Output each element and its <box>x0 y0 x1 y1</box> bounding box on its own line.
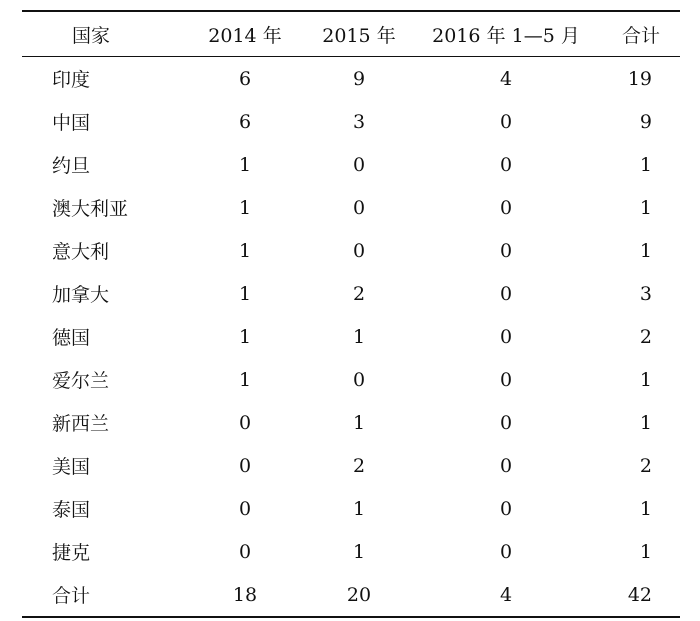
cell-2016: 4 <box>499 67 513 90</box>
cell-2016: 0 <box>499 454 513 477</box>
cell-2015: 1 <box>352 411 366 434</box>
table-row <box>22 530 680 573</box>
cell-total: 1 <box>639 368 652 391</box>
cell-2016: 0 <box>499 282 513 305</box>
cell-total: 1 <box>639 153 652 176</box>
cell-2014: 0 <box>238 454 252 477</box>
cell-2016: 0 <box>499 411 513 434</box>
cell-country: 爱尔兰 <box>52 370 110 392</box>
cell-2015: 1 <box>352 325 366 348</box>
cell-total: 2 <box>639 454 652 477</box>
table-row <box>22 100 680 143</box>
cell-country: 合计 <box>52 585 91 607</box>
cell-total: 1 <box>639 239 652 262</box>
table-row <box>22 272 680 315</box>
cell-total: 3 <box>639 282 652 305</box>
cell-2016: 0 <box>499 325 513 348</box>
cell-country: 约旦 <box>52 155 91 177</box>
total-row <box>22 573 680 617</box>
table-row <box>22 401 680 444</box>
data-table-container <box>22 10 680 618</box>
cell-2014: 1 <box>238 196 252 219</box>
cell-2016: 0 <box>499 110 513 133</box>
table-row <box>22 57 680 101</box>
cell-2014: 0 <box>238 411 252 434</box>
cell-2014: 6 <box>238 110 252 133</box>
cell-2015: 2 <box>352 454 366 477</box>
cell-country: 捷克 <box>52 542 91 564</box>
cell-country: 泰国 <box>52 499 91 521</box>
cell-total: 1 <box>639 540 652 563</box>
table-row <box>22 444 680 487</box>
cell-2016: 0 <box>499 497 513 520</box>
cell-country: 美国 <box>52 456 91 478</box>
cell-2014: 1 <box>238 239 252 262</box>
cell-2014: 1 <box>238 325 252 348</box>
table-row <box>22 229 680 272</box>
cell-2014: 6 <box>238 67 252 90</box>
cell-2015: 1 <box>352 540 366 563</box>
table-row <box>22 487 680 530</box>
cell-2014: 0 <box>238 497 252 520</box>
cell-2016: 0 <box>499 540 513 563</box>
cell-country: 意大利 <box>52 241 110 263</box>
cell-2014: 1 <box>238 282 252 305</box>
cell-2014: 0 <box>238 540 252 563</box>
cell-2015: 0 <box>352 239 366 262</box>
cell-country: 印度 <box>52 69 91 91</box>
header-2014: 2014 年 <box>208 24 282 47</box>
cell-country: 德国 <box>52 327 91 349</box>
cell-2016: 4 <box>499 583 513 606</box>
cell-2015: 9 <box>352 67 366 90</box>
table-row <box>22 143 680 186</box>
header-total: 合计 <box>621 24 660 47</box>
header-2015: 2015 年 <box>322 24 396 47</box>
cell-2014: 1 <box>238 153 252 176</box>
cell-2014: 1 <box>238 368 252 391</box>
cell-total: 9 <box>639 110 652 133</box>
cell-2015: 0 <box>352 196 366 219</box>
cell-total: 1 <box>639 411 652 434</box>
table-row <box>22 358 680 401</box>
cell-country: 中国 <box>52 112 91 134</box>
cell-country: 澳大利亚 <box>52 198 129 220</box>
cell-2015: 1 <box>352 497 366 520</box>
header-country: 国家 <box>72 24 111 47</box>
cell-total: 2 <box>639 325 652 348</box>
cell-2016: 0 <box>499 368 513 391</box>
cell-2015: 3 <box>352 110 366 133</box>
cell-total: 1 <box>639 196 652 219</box>
cell-total: 1 <box>639 497 652 520</box>
cell-2016: 0 <box>499 196 513 219</box>
table-row <box>22 186 680 229</box>
cell-2015: 0 <box>352 153 366 176</box>
cell-2015: 0 <box>352 368 366 391</box>
header-2016-jan-may: 2016 年 1—5 月 <box>432 24 580 47</box>
header-row <box>22 11 680 57</box>
cell-2016: 0 <box>499 153 513 176</box>
cell-total: 42 <box>627 583 652 606</box>
cell-2015: 20 <box>346 583 372 606</box>
cell-country: 加拿大 <box>52 284 110 306</box>
cell-2016: 0 <box>499 239 513 262</box>
cell-country: 新西兰 <box>52 413 110 435</box>
cell-total: 19 <box>627 67 652 90</box>
cell-2015: 2 <box>352 282 366 305</box>
cell-2014: 18 <box>232 583 258 606</box>
table-row <box>22 315 680 358</box>
country-year-table <box>22 10 680 618</box>
